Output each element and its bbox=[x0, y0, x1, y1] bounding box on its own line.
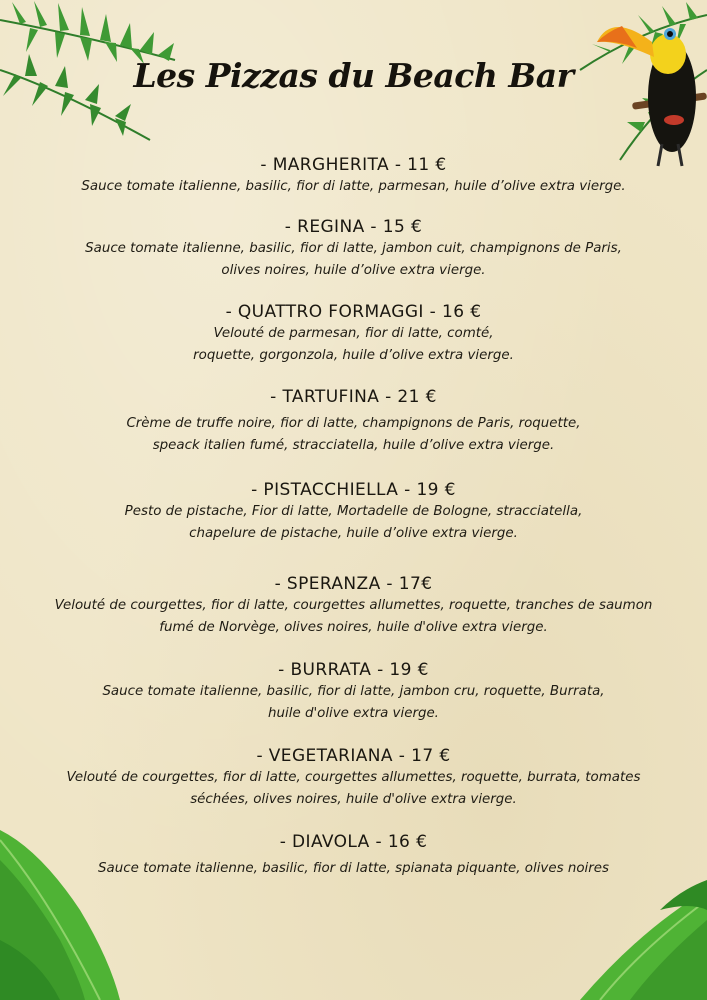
pizza-name-price: - TARTUFINA - 21 € bbox=[270, 387, 437, 407]
menu-item bbox=[0, 386, 707, 457]
pizza-description: Velouté de courgettes, fior di latte, courgettes allumettes, roquette, tranches de saumon fumé de Norvège, olives noires, huile d'olive extra vierge. bbox=[54, 598, 653, 635]
pizza-name-price: - SPERANZA - 17€ bbox=[274, 574, 433, 594]
pizza-description: Sauce tomate italienne, basilic, fior di latte, jambon cru, roquette, Burrata, huile d'olive extra vierge. bbox=[102, 684, 605, 721]
pizza-name-price: - MARGHERITA - 11 € bbox=[260, 155, 447, 175]
menu-item bbox=[0, 831, 707, 880]
pizza-name-price: - BURRATA - 19 € bbox=[278, 660, 429, 680]
menu-item bbox=[0, 216, 707, 282]
page-title: Les Pizzas du Beach Bar bbox=[133, 56, 574, 95]
pizza-description: Pesto de pistache, Fior di latte, Mortadelle de Bologne, stracciatella, chapelure de pistache, huile d’olive extra vierge. bbox=[124, 504, 583, 541]
pizza-description: Sauce tomate italienne, basilic, fior di latte, parmesan, huile d’olive extra vierge. bbox=[81, 179, 626, 194]
menu-item bbox=[0, 573, 707, 639]
menu-item bbox=[0, 479, 707, 545]
pizza-name-price: - REGINA - 15 € bbox=[284, 217, 423, 237]
pizza-description: Velouté de courgettes, fior di latte, courgettes allumettes, roquette, burrata, tomates séchées, olives noires, huile d'olive extra vierge. bbox=[66, 770, 641, 807]
pizza-description: Crème de truffe noire, fior di latte, champignons de Paris, roquette, speack italien fumé, stracciatella, huile d’olive extra vierge. bbox=[126, 416, 581, 453]
menu-item bbox=[0, 301, 707, 367]
pizza-description: Sauce tomate italienne, basilic, fior di latte, jambon cuit, champignons de Paris, olives noires, huile d’olive extra vierge. bbox=[85, 241, 622, 278]
pizza-name-price: - VEGETARIANA - 17 € bbox=[256, 746, 451, 766]
pizza-description: Sauce tomate italienne, basilic, fior di latte, spianata piquante, olives noires bbox=[98, 861, 609, 876]
menu-item bbox=[0, 659, 707, 725]
menu-item bbox=[0, 154, 707, 198]
banana-leaf-bottom-right-icon bbox=[480, 870, 707, 1000]
pizza-name-price: - DIAVOLA - 16 € bbox=[279, 832, 428, 852]
pizza-name-price: - QUATTRO FORMAGGI - 16 € bbox=[225, 302, 482, 322]
menu-item bbox=[0, 745, 707, 811]
pizza-description: Velouté de parmesan, fior di latte, comté, roquette, gorgonzola, huile d’olive extra vierge. bbox=[193, 326, 514, 363]
pizza-name-price: - PISTACCHIELLA - 19 € bbox=[251, 480, 456, 500]
